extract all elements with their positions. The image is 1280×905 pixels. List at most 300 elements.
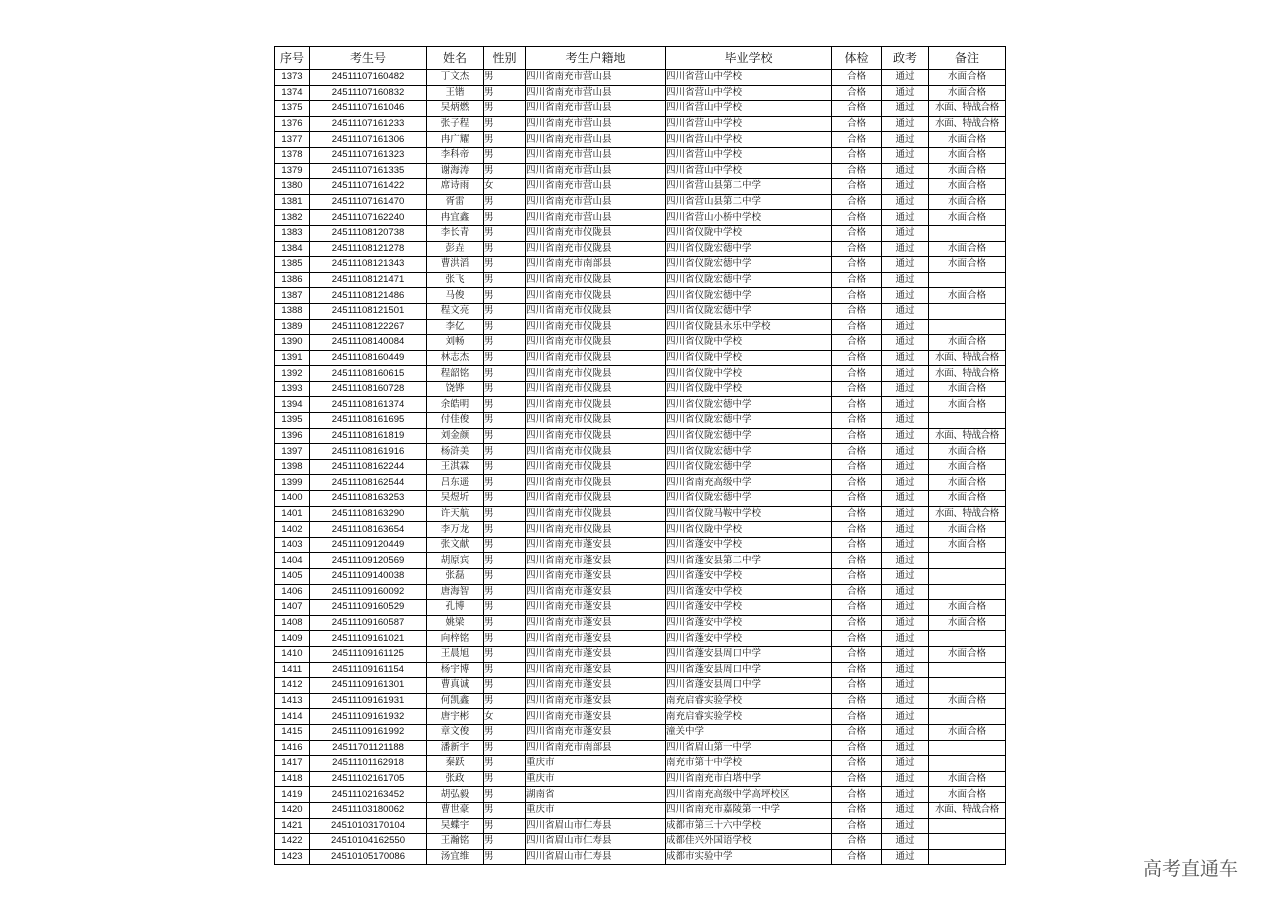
table-row bbox=[275, 646, 1006, 662]
cell-physical: 合格 bbox=[832, 537, 882, 553]
cell-physical: 合格 bbox=[832, 740, 882, 756]
cell-gender: 男 bbox=[484, 303, 526, 319]
cell-seq: 1394 bbox=[275, 397, 310, 413]
header-exam-id: 考生号 bbox=[310, 47, 427, 70]
cell-name: 张政 bbox=[427, 771, 484, 787]
header-physical: 体检 bbox=[832, 47, 882, 70]
table-row bbox=[275, 771, 1006, 787]
cell-name: 曹洪滔 bbox=[427, 257, 484, 273]
cell-gender: 男 bbox=[484, 397, 526, 413]
cell-political: 通过 bbox=[882, 834, 929, 850]
cell-exam-id: 24511701121188 bbox=[310, 740, 427, 756]
cell-seq: 1380 bbox=[275, 179, 310, 195]
cell-exam-id: 24511108161819 bbox=[310, 428, 427, 444]
cell-seq: 1374 bbox=[275, 85, 310, 101]
cell-gender: 男 bbox=[484, 584, 526, 600]
cell-hometown: 四川省南充市仪陇县 bbox=[526, 272, 666, 288]
cell-note: 水面合格 bbox=[929, 693, 1006, 709]
cell-name: 王瀚铭 bbox=[427, 834, 484, 850]
table-row bbox=[275, 802, 1006, 818]
cell-seq: 1377 bbox=[275, 132, 310, 148]
cell-note: 水面合格 bbox=[929, 397, 1006, 413]
cell-physical: 合格 bbox=[832, 366, 882, 382]
cell-note bbox=[929, 678, 1006, 694]
cell-name: 张文献 bbox=[427, 537, 484, 553]
cell-seq: 1386 bbox=[275, 272, 310, 288]
cell-note: 水面合格 bbox=[929, 646, 1006, 662]
table-row bbox=[275, 288, 1006, 304]
cell-gender: 男 bbox=[484, 101, 526, 117]
cell-note bbox=[929, 818, 1006, 834]
cell-note: 水面合格 bbox=[929, 771, 1006, 787]
cell-school: 四川省营山中学校 bbox=[666, 101, 832, 117]
cell-school: 四川省仪陇宏德中学 bbox=[666, 288, 832, 304]
cell-name: 谢海涛 bbox=[427, 163, 484, 179]
cell-exam-id: 24511107161422 bbox=[310, 179, 427, 195]
cell-exam-id: 24511103180062 bbox=[310, 802, 427, 818]
cell-school: 四川省仪陇宏德中学 bbox=[666, 397, 832, 413]
cell-name: 向梓铭 bbox=[427, 631, 484, 647]
cell-note bbox=[929, 631, 1006, 647]
cell-school: 四川省营山中学校 bbox=[666, 147, 832, 163]
cell-hometown: 四川省南充市蓬安县 bbox=[526, 569, 666, 585]
cell-seq: 1419 bbox=[275, 787, 310, 803]
cell-name: 杨浒美 bbox=[427, 444, 484, 460]
cell-hometown: 四川省南充市蓬安县 bbox=[526, 693, 666, 709]
cell-seq: 1409 bbox=[275, 631, 310, 647]
cell-note: 水面合格 bbox=[929, 147, 1006, 163]
cell-seq: 1385 bbox=[275, 257, 310, 273]
cell-note bbox=[929, 584, 1006, 600]
cell-seq: 1408 bbox=[275, 615, 310, 631]
cell-exam-id: 24511109161931 bbox=[310, 693, 427, 709]
cell-physical: 合格 bbox=[832, 210, 882, 226]
cell-note bbox=[929, 709, 1006, 725]
cell-name: 彭垚 bbox=[427, 241, 484, 257]
cell-name: 许天航 bbox=[427, 506, 484, 522]
cell-seq: 1404 bbox=[275, 553, 310, 569]
table-row bbox=[275, 724, 1006, 740]
cell-note: 水面、特战合格 bbox=[929, 428, 1006, 444]
cell-seq: 1420 bbox=[275, 802, 310, 818]
cell-seq: 1416 bbox=[275, 740, 310, 756]
cell-seq: 1400 bbox=[275, 491, 310, 507]
cell-seq: 1418 bbox=[275, 771, 310, 787]
cell-school: 四川省仪陇马鞍中学校 bbox=[666, 506, 832, 522]
cell-hometown: 四川省南充市营山县 bbox=[526, 147, 666, 163]
cell-note: 水面合格 bbox=[929, 724, 1006, 740]
cell-gender: 男 bbox=[484, 646, 526, 662]
cell-note: 水面合格 bbox=[929, 475, 1006, 491]
cell-hometown: 四川省南充市营山县 bbox=[526, 194, 666, 210]
cell-seq: 1415 bbox=[275, 724, 310, 740]
cell-note: 水面合格 bbox=[929, 241, 1006, 257]
cell-school: 南充启睿实验学校 bbox=[666, 709, 832, 725]
cell-political: 通过 bbox=[882, 288, 929, 304]
cell-seq: 1405 bbox=[275, 569, 310, 585]
cell-school: 成都佳兴外国语学校 bbox=[666, 834, 832, 850]
table-row bbox=[275, 132, 1006, 148]
cell-seq: 1381 bbox=[275, 194, 310, 210]
cell-physical: 合格 bbox=[832, 319, 882, 335]
table-row bbox=[275, 257, 1006, 273]
cell-hometown: 四川省南充市仪陇县 bbox=[526, 381, 666, 397]
table-row bbox=[275, 272, 1006, 288]
watermark-text: 高考直通车 bbox=[1143, 858, 1239, 880]
cell-political: 通过 bbox=[882, 506, 929, 522]
cell-gender: 男 bbox=[484, 147, 526, 163]
cell-exam-id: 24511109161021 bbox=[310, 631, 427, 647]
table-row bbox=[275, 849, 1006, 865]
cell-physical: 合格 bbox=[832, 147, 882, 163]
cell-note: 水面、特战合格 bbox=[929, 802, 1006, 818]
cell-school: 四川省南充高级中学高坪校区 bbox=[666, 787, 832, 803]
cell-exam-id: 24511108160615 bbox=[310, 366, 427, 382]
cell-gender: 男 bbox=[484, 366, 526, 382]
cell-note: 水面、特战合格 bbox=[929, 101, 1006, 117]
cell-exam-id: 24511108121471 bbox=[310, 272, 427, 288]
cell-note: 水面、特战合格 bbox=[929, 350, 1006, 366]
cell-note bbox=[929, 225, 1006, 241]
cell-political: 通过 bbox=[882, 428, 929, 444]
table-row bbox=[275, 163, 1006, 179]
cell-seq: 1383 bbox=[275, 225, 310, 241]
table-row bbox=[275, 194, 1006, 210]
cell-seq: 1396 bbox=[275, 428, 310, 444]
cell-hometown: 四川省南充市蓬安县 bbox=[526, 631, 666, 647]
cell-physical: 合格 bbox=[832, 724, 882, 740]
header-school: 毕业学校 bbox=[666, 47, 832, 70]
cell-gender: 男 bbox=[484, 506, 526, 522]
cell-school: 四川省仪陇中学校 bbox=[666, 335, 832, 351]
cell-seq: 1406 bbox=[275, 584, 310, 600]
table-row bbox=[275, 584, 1006, 600]
cell-exam-id: 24511108160449 bbox=[310, 350, 427, 366]
cell-physical: 合格 bbox=[832, 70, 882, 86]
cell-hometown: 四川省南充市蓬安县 bbox=[526, 584, 666, 600]
admission-roster-table bbox=[274, 46, 1006, 865]
cell-hometown: 四川省眉山市仁寿县 bbox=[526, 849, 666, 865]
cell-exam-id: 24511109160092 bbox=[310, 584, 427, 600]
table-body bbox=[275, 70, 1006, 865]
cell-political: 通过 bbox=[882, 303, 929, 319]
cell-note: 水面、特战合格 bbox=[929, 366, 1006, 382]
cell-name: 姚梁 bbox=[427, 615, 484, 631]
cell-political: 通过 bbox=[882, 257, 929, 273]
cell-political: 通过 bbox=[882, 241, 929, 257]
cell-hometown: 四川省南充市仪陇县 bbox=[526, 506, 666, 522]
cell-physical: 合格 bbox=[832, 646, 882, 662]
cell-name: 李万龙 bbox=[427, 522, 484, 538]
cell-gender: 男 bbox=[484, 288, 526, 304]
cell-political: 通过 bbox=[882, 475, 929, 491]
cell-name: 汤宜维 bbox=[427, 849, 484, 865]
cell-name: 李亿 bbox=[427, 319, 484, 335]
cell-name: 曹世豪 bbox=[427, 802, 484, 818]
cell-school: 四川省营山县第二中学 bbox=[666, 194, 832, 210]
table-row bbox=[275, 85, 1006, 101]
table-row bbox=[275, 818, 1006, 834]
cell-school: 成都市实验中学 bbox=[666, 849, 832, 865]
table-row bbox=[275, 709, 1006, 725]
cell-exam-id: 24511108161374 bbox=[310, 397, 427, 413]
cell-physical: 合格 bbox=[832, 771, 882, 787]
header-hometown: 考生户籍地 bbox=[526, 47, 666, 70]
table-row bbox=[275, 335, 1006, 351]
cell-note: 水面合格 bbox=[929, 194, 1006, 210]
cell-political: 通过 bbox=[882, 179, 929, 195]
cell-name: 杨宇博 bbox=[427, 662, 484, 678]
cell-name: 吴蝶宇 bbox=[427, 818, 484, 834]
cell-school: 四川省蓬安中学校 bbox=[666, 537, 832, 553]
cell-gender: 男 bbox=[484, 553, 526, 569]
cell-gender: 男 bbox=[484, 444, 526, 460]
cell-gender: 男 bbox=[484, 257, 526, 273]
cell-gender: 男 bbox=[484, 272, 526, 288]
cell-note: 水面合格 bbox=[929, 288, 1006, 304]
cell-gender: 男 bbox=[484, 70, 526, 86]
table-row bbox=[275, 147, 1006, 163]
cell-name: 丁文杰 bbox=[427, 70, 484, 86]
cell-note: 水面合格 bbox=[929, 381, 1006, 397]
cell-name: 饶铧 bbox=[427, 381, 484, 397]
cell-gender: 女 bbox=[484, 179, 526, 195]
cell-physical: 合格 bbox=[832, 600, 882, 616]
cell-name: 张磊 bbox=[427, 569, 484, 585]
cell-physical: 合格 bbox=[832, 303, 882, 319]
cell-physical: 合格 bbox=[832, 288, 882, 304]
cell-hometown: 四川省南充市仪陇县 bbox=[526, 288, 666, 304]
cell-seq: 1412 bbox=[275, 678, 310, 694]
cell-political: 通过 bbox=[882, 709, 929, 725]
table-row bbox=[275, 241, 1006, 257]
cell-hometown: 四川省南充市仪陇县 bbox=[526, 444, 666, 460]
cell-exam-id: 24511109120449 bbox=[310, 537, 427, 553]
cell-physical: 合格 bbox=[832, 241, 882, 257]
cell-political: 通过 bbox=[882, 335, 929, 351]
cell-exam-id: 24511108160728 bbox=[310, 381, 427, 397]
cell-seq: 1417 bbox=[275, 756, 310, 772]
cell-gender: 男 bbox=[484, 615, 526, 631]
cell-exam-id: 24511108122267 bbox=[310, 319, 427, 335]
cell-seq: 1388 bbox=[275, 303, 310, 319]
cell-gender: 男 bbox=[484, 802, 526, 818]
cell-gender: 男 bbox=[484, 600, 526, 616]
cell-hometown: 四川省南充市仪陇县 bbox=[526, 366, 666, 382]
cell-political: 通过 bbox=[882, 210, 929, 226]
cell-political: 通过 bbox=[882, 584, 929, 600]
cell-political: 通过 bbox=[882, 787, 929, 803]
cell-political: 通过 bbox=[882, 693, 929, 709]
cell-political: 通过 bbox=[882, 849, 929, 865]
cell-physical: 合格 bbox=[832, 787, 882, 803]
cell-note bbox=[929, 849, 1006, 865]
cell-physical: 合格 bbox=[832, 350, 882, 366]
cell-hometown: 四川省眉山市仁寿县 bbox=[526, 818, 666, 834]
header-name: 姓名 bbox=[427, 47, 484, 70]
cell-note: 水面、特战合格 bbox=[929, 506, 1006, 522]
cell-school: 四川省营山中学校 bbox=[666, 116, 832, 132]
cell-political: 通过 bbox=[882, 147, 929, 163]
cell-school: 四川省蓬安中学校 bbox=[666, 631, 832, 647]
cell-name: 曹真诚 bbox=[427, 678, 484, 694]
cell-physical: 合格 bbox=[832, 335, 882, 351]
cell-school: 四川省仪陇宏德中学 bbox=[666, 272, 832, 288]
cell-exam-id: 24511109160529 bbox=[310, 600, 427, 616]
table-row bbox=[275, 569, 1006, 585]
cell-note: 水面合格 bbox=[929, 85, 1006, 101]
cell-gender: 男 bbox=[484, 787, 526, 803]
cell-note: 水面合格 bbox=[929, 132, 1006, 148]
cell-school: 四川省营山中学校 bbox=[666, 163, 832, 179]
cell-political: 通过 bbox=[882, 350, 929, 366]
cell-political: 通过 bbox=[882, 85, 929, 101]
cell-political: 通过 bbox=[882, 522, 929, 538]
cell-hometown: 四川省南充市蓬安县 bbox=[526, 537, 666, 553]
cell-political: 通过 bbox=[882, 802, 929, 818]
cell-exam-id: 24511102161705 bbox=[310, 771, 427, 787]
cell-name: 吴炳燃 bbox=[427, 101, 484, 117]
cell-school: 四川省营山小桥中学校 bbox=[666, 210, 832, 226]
table-row bbox=[275, 506, 1006, 522]
cell-physical: 合格 bbox=[832, 475, 882, 491]
table-row bbox=[275, 459, 1006, 475]
cell-note: 水面合格 bbox=[929, 522, 1006, 538]
cell-exam-id: 24511109161932 bbox=[310, 709, 427, 725]
cell-seq: 1395 bbox=[275, 413, 310, 429]
cell-political: 通过 bbox=[882, 319, 929, 335]
cell-name: 刘金颜 bbox=[427, 428, 484, 444]
cell-name: 潘新宇 bbox=[427, 740, 484, 756]
cell-gender: 男 bbox=[484, 756, 526, 772]
table-row bbox=[275, 366, 1006, 382]
table-row bbox=[275, 522, 1006, 538]
cell-note: 水面合格 bbox=[929, 335, 1006, 351]
table-row bbox=[275, 553, 1006, 569]
table-row bbox=[275, 615, 1006, 631]
cell-hometown: 四川省南充市仪陇县 bbox=[526, 241, 666, 257]
cell-physical: 合格 bbox=[832, 522, 882, 538]
cell-physical: 合格 bbox=[832, 116, 882, 132]
cell-school: 四川省仪陇中学校 bbox=[666, 225, 832, 241]
cell-exam-id: 24510103170104 bbox=[310, 818, 427, 834]
cell-seq: 1376 bbox=[275, 116, 310, 132]
cell-school: 潼关中学 bbox=[666, 724, 832, 740]
cell-note: 水面合格 bbox=[929, 444, 1006, 460]
cell-school: 四川省眉山第一中学 bbox=[666, 740, 832, 756]
cell-seq: 1402 bbox=[275, 522, 310, 538]
cell-hometown: 湖南省 bbox=[526, 787, 666, 803]
cell-exam-id: 24511109161301 bbox=[310, 678, 427, 694]
cell-gender: 男 bbox=[484, 569, 526, 585]
cell-exam-id: 24511108163290 bbox=[310, 506, 427, 522]
cell-name: 王淇霖 bbox=[427, 459, 484, 475]
cell-school: 成都市第三十六中学校 bbox=[666, 818, 832, 834]
cell-physical: 合格 bbox=[832, 85, 882, 101]
cell-note: 水面合格 bbox=[929, 491, 1006, 507]
cell-exam-id: 24511107161470 bbox=[310, 194, 427, 210]
cell-gender: 男 bbox=[484, 381, 526, 397]
cell-hometown: 四川省南充市仪陇县 bbox=[526, 522, 666, 538]
cell-note: 水面合格 bbox=[929, 615, 1006, 631]
cell-name: 冉广耀 bbox=[427, 132, 484, 148]
cell-note bbox=[929, 756, 1006, 772]
cell-note bbox=[929, 662, 1006, 678]
cell-physical: 合格 bbox=[832, 381, 882, 397]
cell-political: 通过 bbox=[882, 740, 929, 756]
cell-gender: 男 bbox=[484, 678, 526, 694]
cell-political: 通过 bbox=[882, 194, 929, 210]
cell-physical: 合格 bbox=[832, 678, 882, 694]
cell-seq: 1421 bbox=[275, 818, 310, 834]
cell-physical: 合格 bbox=[832, 709, 882, 725]
cell-political: 通过 bbox=[882, 272, 929, 288]
cell-physical: 合格 bbox=[832, 662, 882, 678]
cell-name: 秦跃 bbox=[427, 756, 484, 772]
cell-hometown: 四川省南充市仪陇县 bbox=[526, 491, 666, 507]
cell-gender: 男 bbox=[484, 116, 526, 132]
cell-seq: 1410 bbox=[275, 646, 310, 662]
cell-name: 唐海智 bbox=[427, 584, 484, 600]
cell-hometown: 四川省南充市仪陇县 bbox=[526, 335, 666, 351]
cell-political: 通过 bbox=[882, 163, 929, 179]
cell-seq: 1407 bbox=[275, 600, 310, 616]
cell-exam-id: 24511108163253 bbox=[310, 491, 427, 507]
cell-name: 孔博 bbox=[427, 600, 484, 616]
cell-physical: 合格 bbox=[832, 615, 882, 631]
cell-hometown: 四川省南充市仪陇县 bbox=[526, 459, 666, 475]
cell-hometown: 重庆市 bbox=[526, 771, 666, 787]
cell-seq: 1389 bbox=[275, 319, 310, 335]
cell-note: 水面合格 bbox=[929, 600, 1006, 616]
cell-seq: 1375 bbox=[275, 101, 310, 117]
cell-exam-id: 24510104162550 bbox=[310, 834, 427, 850]
cell-gender: 男 bbox=[484, 834, 526, 850]
cell-hometown: 四川省南充市仪陇县 bbox=[526, 413, 666, 429]
cell-hometown: 四川省南充市仪陇县 bbox=[526, 428, 666, 444]
cell-hometown: 四川省南充市仪陇县 bbox=[526, 397, 666, 413]
cell-note bbox=[929, 740, 1006, 756]
cell-school: 四川省蓬安县第二中学 bbox=[666, 553, 832, 569]
table-row bbox=[275, 210, 1006, 226]
table-row bbox=[275, 600, 1006, 616]
table-row bbox=[275, 678, 1006, 694]
cell-gender: 男 bbox=[484, 491, 526, 507]
cell-school: 四川省仪陇宏德中学 bbox=[666, 428, 832, 444]
cell-gender: 男 bbox=[484, 724, 526, 740]
table-row bbox=[275, 491, 1006, 507]
cell-school: 四川省南充高级中学 bbox=[666, 475, 832, 491]
cell-note: 水面合格 bbox=[929, 787, 1006, 803]
cell-exam-id: 24511107161233 bbox=[310, 116, 427, 132]
cell-exam-id: 24511101162918 bbox=[310, 756, 427, 772]
cell-name: 马俊 bbox=[427, 288, 484, 304]
cell-seq: 1379 bbox=[275, 163, 310, 179]
table-row bbox=[275, 350, 1006, 366]
cell-hometown: 四川省南充市蓬安县 bbox=[526, 678, 666, 694]
cell-seq: 1391 bbox=[275, 350, 310, 366]
cell-physical: 合格 bbox=[832, 756, 882, 772]
cell-school: 四川省仪陇县永乐中学校 bbox=[666, 319, 832, 335]
cell-name: 胡弘毅 bbox=[427, 787, 484, 803]
cell-school: 四川省南充市白塔中学 bbox=[666, 771, 832, 787]
table-row bbox=[275, 397, 1006, 413]
cell-seq: 1413 bbox=[275, 693, 310, 709]
header-note: 备注 bbox=[929, 47, 1006, 70]
cell-exam-id: 24511108121343 bbox=[310, 257, 427, 273]
cell-hometown: 四川省南充市营山县 bbox=[526, 132, 666, 148]
cell-physical: 合格 bbox=[832, 428, 882, 444]
